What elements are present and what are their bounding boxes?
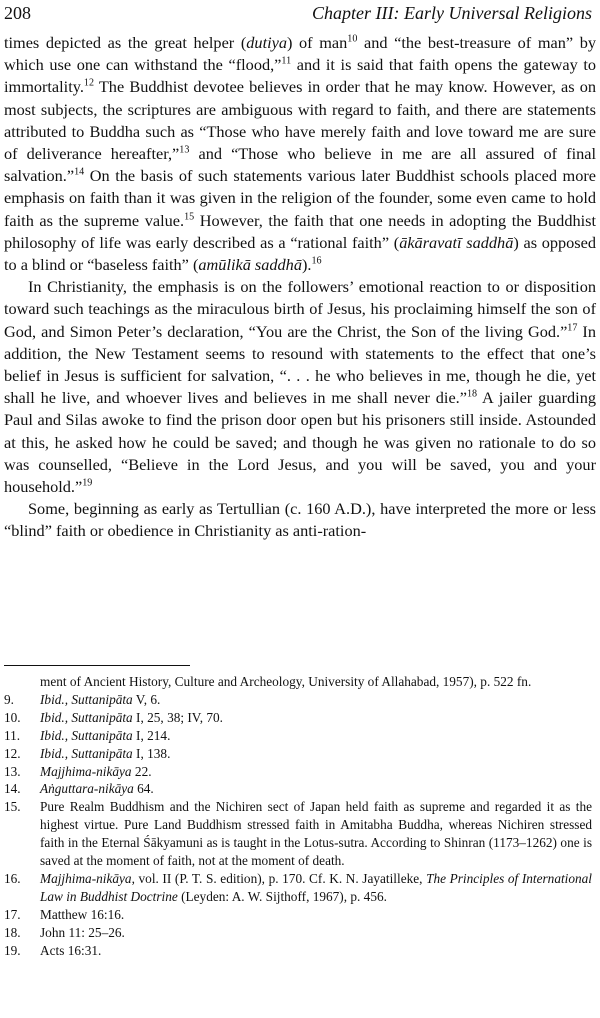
footnote-number: 10. — [4, 709, 21, 725]
italic-term: ākāravatī saddhā — [399, 232, 514, 252]
footnote-number: 19. — [4, 942, 21, 958]
footnote-text: Matthew 16:16. — [40, 906, 125, 922]
italic-term: Aṅguttara-nikāya — [40, 781, 134, 797]
italic-term: Ibid., Suttanipāta — [40, 691, 133, 707]
footnote-ref: 15 — [184, 211, 195, 223]
footnote-ref: 14 — [74, 166, 85, 178]
footnote-19 — [4, 942, 592, 960]
footnote-ref: 19 — [82, 477, 93, 489]
footnote-text: (Leyden: A. W. Sijthoff, 1967), p. 456. — [177, 888, 387, 904]
paragraph-tertullian — [4, 498, 596, 542]
footnote-ref: 17 — [567, 322, 578, 334]
text-run: and it is said that faith opens the gateway to immortality. — [4, 55, 597, 97]
footnote-18 — [4, 924, 592, 942]
text-run: ). — [301, 255, 312, 275]
text-run: However, the faith that one needs in adopting the Buddhist philosophy of life was early described as a “rational faith” ( — [4, 210, 596, 252]
paragraph-buddhist-faith — [4, 32, 596, 276]
italic-term: amūlikā saddhā — [198, 255, 302, 275]
footnote-number: 13. — [4, 763, 21, 779]
footnote-number: 11. — [4, 727, 21, 743]
paragraph-christian-faith — [4, 276, 596, 498]
italic-term: dutiya — [246, 33, 287, 52]
text-run: In addition, the New Testament seems to resound with statements to the effect that one’s belief in Jesus is sufficient for salvation, “. . . he who believes in me, though he die, yet shall he live, and whoever lives and believes in me shall never die.” — [4, 321, 596, 408]
footnote-text: Pure Realm Buddhism and the Nichiren sect of Japan held faith as supreme and regarded it as the highest virtue. Pure Land Buddhism stressed faith in Amitabha Buddha, whereas Nichiren stressed faith in the Eternal Śākyamuni as is taught in the Lotus-sutra. According to Shinran (1173–1262) one is saved at the moment of faith, not at the moment of death. — [40, 799, 592, 869]
text-run: A jailer guarding Paul and Silas awoke to find the prison door open but his prisoners still inside. Astounded at this, he asked how he could be saved; and though he was given no rationale to do so was counselled, “Believe in the Lord Jesus, and you will be saved, you and your household.” — [4, 388, 596, 497]
footnote-ref: 13 — [179, 144, 190, 156]
page-number: 208 — [4, 3, 31, 23]
footnote-number: 17. — [4, 906, 21, 922]
text-run: and “Those who believe in me are all assured of final salvation.” — [4, 144, 596, 186]
text-run: In Christianity, the emphasis is on the followers’ emotional reaction to or disposition toward such teachings as the miraculous birth of Jesus, his proclaiming himself the son of God, and Simon Peter’s declaration, “You are the Christ, the Son of the living God.” — [4, 277, 596, 341]
footnote-15 — [4, 798, 592, 870]
footnote-ref: 12 — [83, 77, 94, 89]
footnote-text: I, 138. — [132, 745, 171, 761]
footnote-9 — [4, 691, 592, 709]
text-run: The Buddhist devotee believes in order that he may know. However, as on most subjects, the scriptures are ambiguous with regard to faith, and there are statements attributed to Buddha such as “Those who have merely faith and love toward me are sure of deliverance hereafter,” — [4, 77, 596, 164]
italic-term: Ibid., Suttanipāta — [40, 727, 133, 743]
footnote-ref: 11 — [281, 55, 292, 67]
footnote-12 — [4, 745, 592, 763]
footnote-number: 18. — [4, 924, 21, 940]
footnote-number: 14. — [4, 781, 21, 797]
italic-term: Ibid., Suttanipāta — [40, 709, 133, 725]
footnote-ref: 16 — [311, 255, 322, 267]
footnote-text: Acts 16:31. — [40, 942, 102, 958]
footnote-13 — [4, 763, 592, 781]
footnote-continuation — [4, 673, 592, 691]
running-header — [4, 3, 592, 29]
text-run: On the basis of such statements various later Buddhist schools placed more emphasis on faith than it was given in the religion of the founder, some even came to hold faith as the supreme value. — [4, 166, 596, 230]
italic-title: The Principles of International Law in Buddhist Doctrine — [40, 870, 592, 904]
text-run: Some, beginning as early as Tertullian (c. 160 A.D.), have interpreted the more or less “blind” faith or obedience in Christianity as anti-ration- — [4, 499, 596, 541]
italic-term: Ibid., Suttanipāta — [40, 745, 133, 761]
footnote-text: I, 214. — [132, 727, 171, 743]
footnotes — [4, 673, 592, 960]
footnote-11 — [4, 727, 592, 745]
footnote-number: 16. — [4, 870, 21, 886]
italic-term: Majjhima-nikāya — [40, 870, 132, 886]
text-run: ) as opposed to a blind or “baseless faith” ( — [4, 232, 597, 275]
text-run: times depicted as the great helper ( — [4, 33, 247, 52]
footnote-number: 9. — [4, 691, 14, 707]
footnote-separator — [4, 665, 190, 666]
footnote-text: I, 25, 38; IV, 70. — [132, 709, 223, 725]
footnote-16 — [4, 870, 592, 906]
footnote-text: John 11: 25–26. — [40, 924, 125, 940]
footnote-number: 12. — [4, 745, 21, 761]
footnote-17 — [4, 906, 592, 924]
footnote-text: 22. — [131, 763, 152, 779]
footnote-10 — [4, 709, 592, 727]
footnote-text: ment of Ancient History, Culture and Archeology, University of Allahabad, 1957), p. 522 fn. — [40, 674, 532, 689]
text-run: ) of man — [286, 33, 348, 52]
footnote-number: 15. — [4, 799, 21, 815]
footnote-14 — [4, 780, 592, 798]
footnote-text: 64. — [133, 781, 154, 797]
running-title: Chapter III: Early Universal Religions — [312, 3, 592, 23]
text-run: and “the best-treasure of man” by which use one can withstand the “flood,” — [4, 33, 597, 75]
footnote-text: , vol. II (P. T. S. edition), p. 170. Cf. K. N. Jayatilleke, — [131, 870, 427, 886]
footnote-text: V, 6. — [132, 691, 161, 707]
footnote-ref: 18 — [466, 388, 478, 400]
main-text — [4, 32, 596, 543]
italic-term: Majjhima-nikāya — [40, 763, 132, 779]
footnote-ref: 10 — [347, 33, 358, 45]
